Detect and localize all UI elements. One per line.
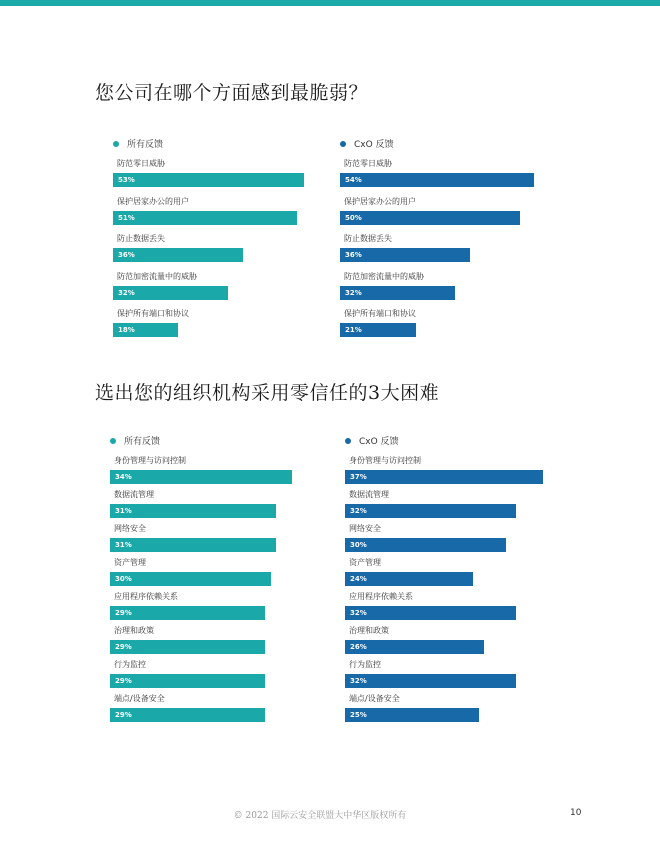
bar-value-label: 29%: [115, 677, 132, 685]
legend-label: 所有反馈: [124, 437, 161, 447]
category-label: 身份管理与访问控制: [114, 456, 186, 465]
category-label: 保护所有端口和协议: [117, 309, 189, 318]
category-label: 防范零日威胁: [344, 159, 392, 168]
bar: [345, 504, 516, 518]
bar-value-label: 25%: [350, 711, 367, 719]
category-label: 资产管理: [349, 558, 381, 567]
bar-value-label: 32%: [350, 507, 367, 515]
bar: [110, 708, 265, 722]
bar: [345, 572, 473, 586]
bar: [340, 173, 534, 187]
category-label: 端点/设备安全: [349, 694, 400, 703]
bar: [113, 248, 243, 262]
bar-value-label: 31%: [115, 507, 132, 515]
legend-label: 所有反馈: [127, 140, 164, 150]
category-label: 网络安全: [114, 524, 146, 533]
chart-legend: [345, 437, 399, 447]
category-label: 防范加密流量中的威胁: [344, 271, 424, 281]
bar: [113, 323, 178, 337]
bar: [110, 504, 276, 518]
bar: [110, 538, 276, 552]
bar-value-label: 21%: [345, 326, 362, 334]
bar-value-label: 29%: [115, 711, 132, 719]
question-2-title: 选出您的组织机构采用零信任的3大困难: [95, 382, 440, 404]
bar-value-label: 18%: [118, 326, 135, 334]
bar-value-label: 29%: [115, 609, 132, 617]
bar-value-label: 32%: [350, 609, 367, 617]
bar-value-label: 32%: [345, 288, 362, 297]
bar-value-label: 29%: [115, 643, 132, 651]
bar-value-label: 53%: [118, 176, 135, 184]
bar: [340, 248, 470, 262]
bar-value-label: 34%: [115, 473, 132, 481]
legend-dot-icon: [110, 438, 116, 444]
category-label: 防范加密流量中的威胁: [117, 271, 197, 281]
legend-dot-icon: [340, 141, 346, 147]
category-label: 防止数据丢失: [117, 234, 165, 243]
category-label: 行为监控: [349, 660, 381, 669]
bar-value-label: 51%: [118, 213, 135, 222]
chart-legend: [110, 437, 160, 447]
category-label: 资产管理: [114, 558, 146, 567]
bar: [345, 538, 506, 552]
category-label: 身份管理与访问控制: [349, 456, 421, 465]
legend-dot-icon: [345, 438, 351, 444]
category-label: 保护所有端口和协议: [344, 309, 416, 318]
legend-label: CxO 反馈: [354, 140, 394, 150]
bar: [345, 606, 516, 620]
bar: [110, 640, 265, 654]
bar-value-label: 50%: [345, 213, 362, 222]
bar-value-label: 24%: [350, 575, 367, 583]
bar-value-label: 30%: [350, 541, 367, 549]
bar: [113, 173, 304, 187]
top-accent-bar: [0, 0, 660, 6]
bar-value-label: 32%: [350, 677, 367, 685]
category-label: 保护居家办公的用户: [344, 196, 416, 206]
legend-dot-icon: [113, 141, 119, 147]
category-label: 应用程序依赖关系: [114, 592, 178, 601]
bar-value-label: 36%: [345, 251, 362, 259]
bar: [340, 323, 416, 337]
bar-value-label: 32%: [118, 288, 135, 297]
bar: [113, 286, 228, 300]
category-label: 防止数据丢失: [344, 234, 392, 243]
bar-value-label: 30%: [115, 575, 132, 583]
bar-value-label: 31%: [115, 541, 132, 549]
category-label: 治理和政策: [114, 626, 154, 635]
bar: [110, 674, 265, 688]
chart-legend: [340, 140, 394, 150]
category-label: 保护居家办公的用户: [117, 196, 189, 206]
category-label: 端点/设备安全: [114, 694, 165, 703]
bar-value-label: 54%: [345, 176, 362, 184]
category-label: 行为监控: [114, 660, 146, 669]
bar-value-label: 26%: [350, 643, 367, 651]
bar: [340, 286, 455, 300]
bar: [113, 211, 297, 225]
bar: [110, 606, 265, 620]
bar: [345, 470, 543, 484]
bar: [345, 674, 516, 688]
bar: [345, 640, 484, 654]
bar-value-label: 36%: [118, 251, 135, 259]
category-label: 应用程序依赖关系: [349, 592, 413, 601]
category-label: 网络安全: [349, 524, 381, 533]
bar: [345, 708, 479, 722]
category-label: 防范零日威胁: [117, 159, 165, 168]
bar: [110, 572, 271, 586]
chart-legend: [113, 140, 163, 150]
bar: [340, 211, 520, 225]
category-label: 数据流管理: [114, 490, 154, 499]
question-1-title: 您公司在哪个方面感到最脆弱？: [95, 82, 369, 104]
legend-label: CxO 反馈: [359, 437, 399, 447]
bar: [110, 470, 292, 484]
page-number: 10: [570, 808, 582, 818]
category-label: 数据流管理: [349, 490, 389, 499]
bar-value-label: 37%: [350, 473, 367, 481]
footer-copyright: © 2022 国际云安全联盟大中华区版权所有: [233, 811, 407, 821]
category-label: 治理和政策: [349, 626, 389, 635]
